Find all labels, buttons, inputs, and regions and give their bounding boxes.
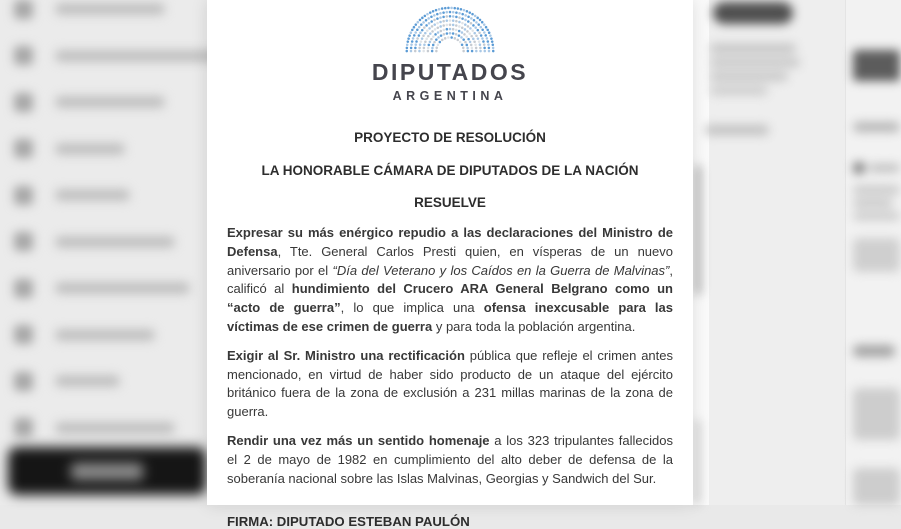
- blurred-menu-item: [14, 275, 190, 301]
- blurred-edge-smudge: [695, 420, 700, 505]
- blurred-bar-button: [71, 463, 143, 480]
- blurred-menu-item: [14, 0, 165, 22]
- blurred-rail-line: [869, 164, 900, 172]
- blurred-menu-label: [55, 282, 190, 294]
- text-run: “Día del Veterano y los Caídos en la Guerra de Malvinas”: [332, 262, 670, 278]
- text-run: , calificó al: [227, 262, 673, 297]
- blurred-menu-item: [14, 89, 165, 115]
- text-run: Rendir una vez más un sentido homenaje: [227, 432, 490, 448]
- blurred-menu-icon: [14, 325, 33, 344]
- blurred-menu-icon: [14, 372, 33, 391]
- blurred-menu-icon: [14, 46, 33, 65]
- blurred-menu-label: [55, 50, 220, 62]
- blurred-menu-label: [55, 375, 120, 387]
- diputados-logo: [227, 4, 673, 103]
- blurred-edge-smudge: [695, 165, 701, 295]
- doc-subtitle: LA HONORABLE CÁMARA DE DIPUTADOS DE LA NACIÓN: [261, 163, 639, 178]
- text-run: , lo que implica una: [340, 300, 484, 316]
- blurred-text-line: [710, 44, 796, 53]
- resolution-paragraph: [227, 224, 673, 337]
- blurred-rail-line: [853, 199, 893, 207]
- blurred-text-line: [705, 125, 769, 135]
- blurred-rail-block: [853, 468, 900, 505]
- text-run: ofensa inexcusable para las víctimas de ese crimen de guerra: [227, 300, 673, 334]
- doc-title: PROYECTO DE RESOLUCIÓN: [354, 130, 546, 145]
- blurred-menu-label: [55, 3, 165, 15]
- blurred-rail-line: [853, 122, 900, 132]
- blurred-menu-icon: [14, 232, 33, 251]
- blurred-menu-icon: [14, 186, 33, 205]
- blurred-menu-icon: [14, 0, 33, 19]
- text-run: y para toda la población argentina.: [432, 318, 636, 334]
- blurred-rail-block: [853, 238, 900, 272]
- blurred-menu-item: [14, 229, 175, 255]
- text-run: hundimiento del Crucero ARA General Belgrano como un “acto de guerra”: [227, 281, 673, 316]
- blurred-menu-item: [14, 322, 155, 348]
- blurred-text-line: [710, 58, 800, 67]
- blurred-menu-icon: [14, 279, 33, 298]
- document-page: [207, 0, 693, 529]
- blurred-rail-line: [853, 345, 895, 357]
- blurred-menu-label: [55, 189, 130, 201]
- resolution-paragraph: [227, 347, 673, 422]
- blurred-right-blobs: [693, 0, 900, 505]
- blurred-menu-label: [55, 329, 155, 341]
- blurred-rail-block: [853, 388, 900, 440]
- text-run: Exigir al Sr. Ministro una rectificación: [227, 347, 465, 363]
- blurred-left-sidebar: [0, 0, 207, 505]
- resolution-paragraph: [227, 432, 673, 488]
- text-run: pública que refleje el crimen antes mencionado, en virtud de haber sido producto de un ataque del ejército británico fuera de la zona de exclusión a 231 millas marinas de la zona de guerra.: [227, 347, 673, 420]
- blurred-menu-label: [55, 96, 165, 108]
- blurred-rail-line: [853, 186, 900, 194]
- blurred-text-line: [710, 72, 788, 81]
- blurred-menu-icon: [14, 418, 33, 437]
- blurred-menu-label: [55, 236, 175, 248]
- blurred-menu-label: [55, 143, 125, 155]
- hemicycle-dots-icon: [403, 4, 497, 53]
- blurred-menu-list: [0, 0, 207, 505]
- signature-line: FIRMA: DIPUTADO ESTEBAN PAULÓN: [227, 514, 470, 529]
- blurred-menu-item: [14, 43, 220, 69]
- blurred-menu-item: [14, 136, 125, 162]
- text-run: , Tte. General Carlos Presti quien, en vísperas de un nuevo aniversario por el: [227, 243, 673, 278]
- logo-wordmark: DIPUTADOS: [371, 59, 529, 85]
- blurred-rail-line: [853, 212, 900, 220]
- text-run: a los 323 tripulantes fallecidos el 2 de mayo de 1982 en cumplimiento del alto deber de defensa de la soberanía nacional sobre las Islas Malvinas, Georgias y Sandwich del Sur.: [227, 432, 673, 486]
- text-run: Expresar su más enérgico repudio a las declaraciones del Ministro de Defensa: [227, 225, 673, 259]
- blurred-bottom-bar: [8, 447, 206, 495]
- blurred-text-line: [710, 86, 768, 95]
- logo-country: ARGENTINA: [392, 89, 508, 103]
- doc-resolve-heading: RESUELVE: [414, 195, 486, 210]
- blurred-menu-item: [14, 182, 130, 208]
- blurred-menu-icon: [14, 93, 33, 112]
- blurred-badge: [713, 2, 793, 24]
- blurred-menu-label: [55, 422, 175, 434]
- blurred-rail-image: [853, 50, 900, 81]
- blurred-menu-item: [14, 368, 120, 394]
- blurred-right-content: [693, 0, 900, 505]
- blurred-rail-dot: [853, 162, 865, 174]
- blurred-menu-item: [14, 415, 175, 441]
- blurred-menu-icon: [14, 139, 33, 158]
- doc-body: [227, 224, 673, 488]
